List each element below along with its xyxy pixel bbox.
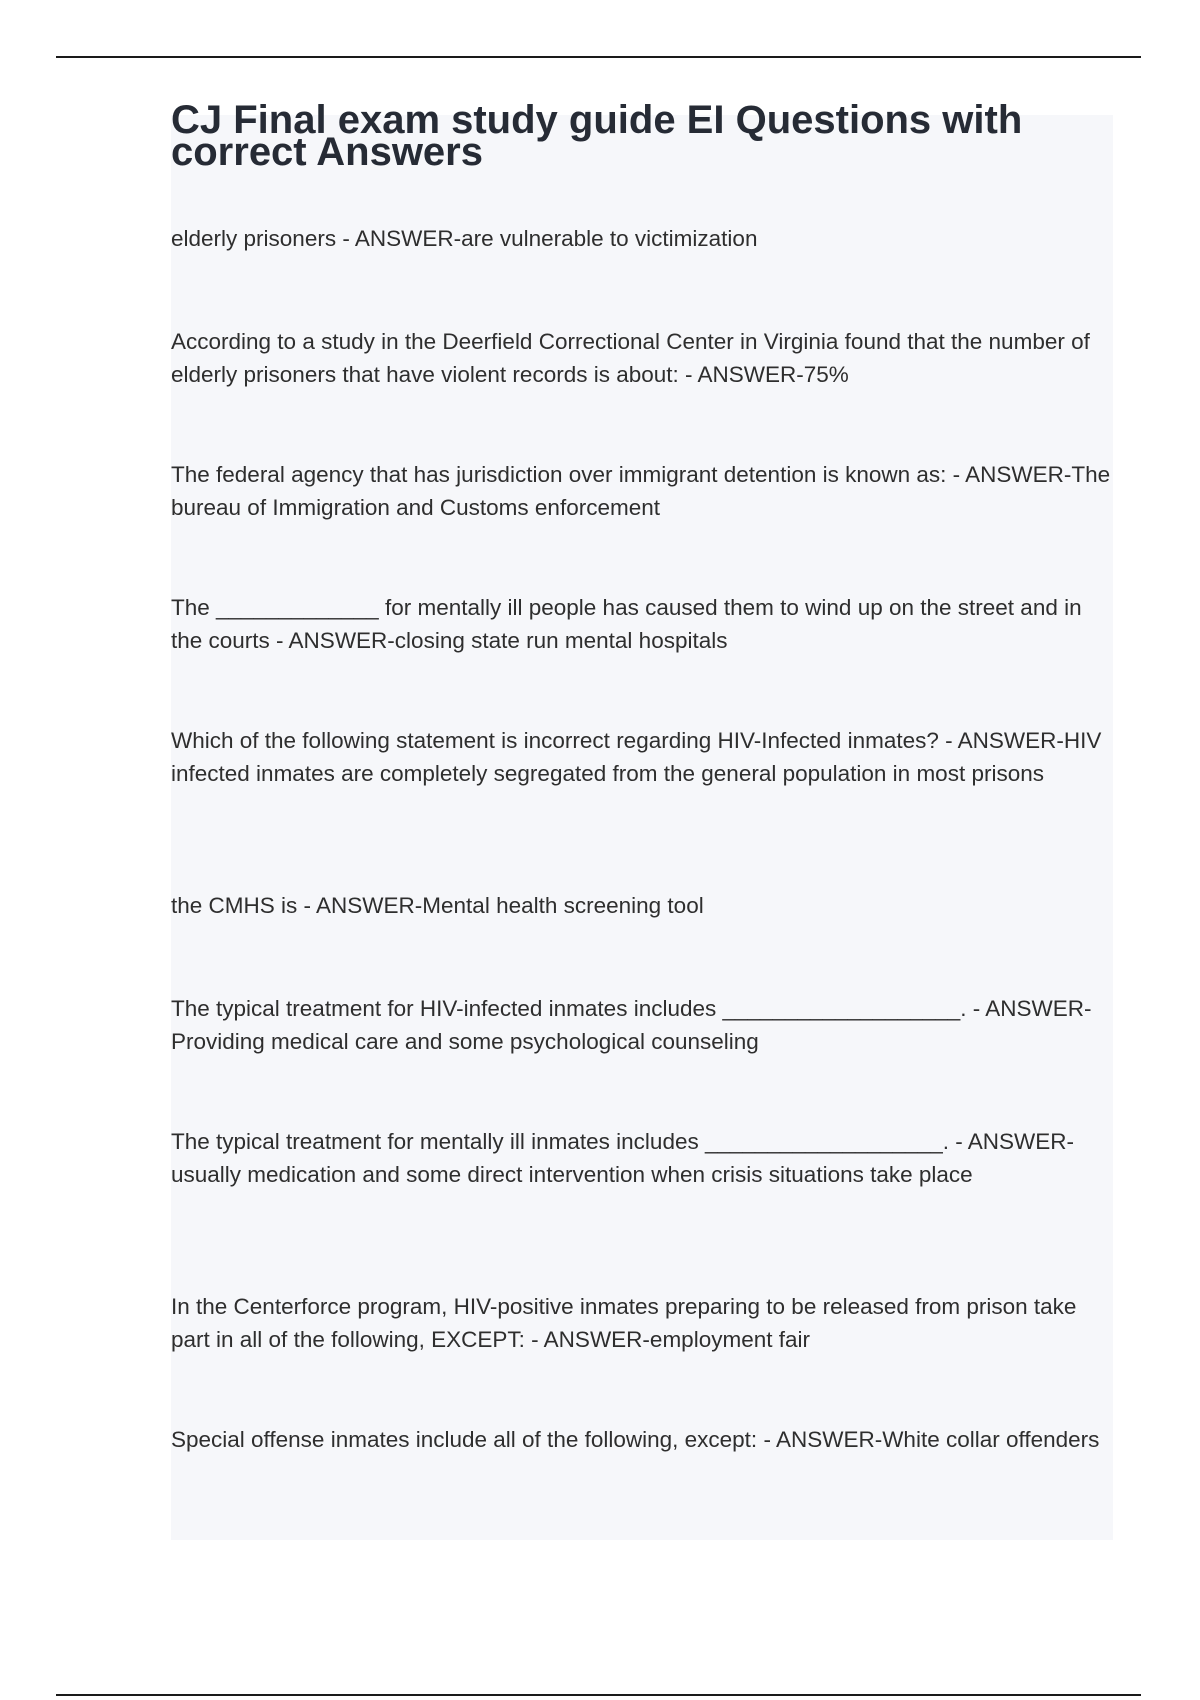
qa-item: In the Centerforce program, HIV-positive inmates preparing to be released from prison take part in all of the following, EXCEPT: - ANSWER-employment fair bbox=[171, 1294, 1077, 1352]
qa-item: According to a study in the Deerfield Correctional Center in Virginia found that the number of elderly prisoners that have violent records is about: - ANSWER-75% bbox=[171, 329, 1090, 387]
qa-item: The typical treatment for mentally ill inmates includes ___________________. - ANSWER-usually medication and some direct intervention when crisis situations take place bbox=[171, 1129, 1074, 1187]
qa-item: Special offense inmates include all of the following, except: - ANSWER-White collar offenders bbox=[171, 1427, 1100, 1452]
page-top-rule bbox=[56, 56, 1141, 58]
document-title: CJ Final exam study guide EI Questions with correct Answers bbox=[171, 98, 1023, 174]
qa-item: The _____________ for mentally ill people has caused them to wind up on the street and in the courts - ANSWER-closing state run mental hospitals bbox=[171, 595, 1082, 653]
qa-item: The typical treatment for HIV-infected inmates includes ___________________. - ANSWER-Providing medical care and some psychological counseling bbox=[171, 996, 1092, 1054]
qa-item: elderly prisoners - ANSWER-are vulnerable to victimization bbox=[171, 226, 758, 251]
qa-item: the CMHS is - ANSWER-Mental health screening tool bbox=[171, 893, 704, 918]
qa-item: Which of the following statement is incorrect regarding HIV-Infected inmates? - ANSWER-HIV infected inmates are completely segregated from the general population in most prisons bbox=[171, 728, 1102, 786]
qa-item: The federal agency that has jurisdiction over immigrant detention is known as: - ANSWER-The bureau of Immigration and Customs enforcement bbox=[171, 462, 1111, 520]
page-bottom-rule bbox=[56, 1694, 1141, 1696]
